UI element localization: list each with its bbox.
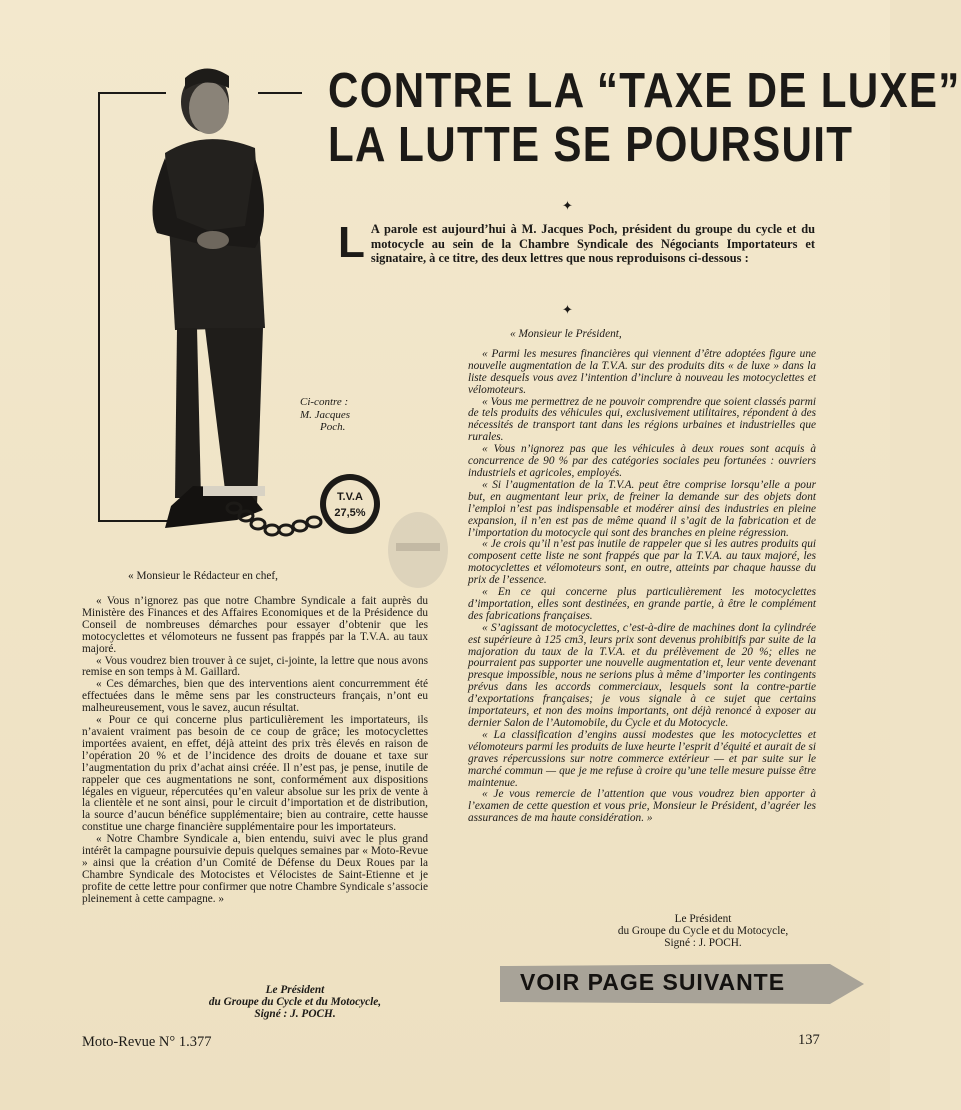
left-signature-line-3: Signé : J. POCH.: [254, 1008, 336, 1020]
headline-line-2: LA LUTTE SE POURSUIT: [328, 118, 854, 172]
caption-line-1: Ci-contre :: [300, 396, 349, 408]
dropcap: L: [338, 218, 365, 267]
tva-ball-label-bottom: 27,5%: [334, 507, 366, 519]
left-letter-paragraph: « Ces démarches, bien que des interventions aient concurremment été effectuées dans le même sens par les constructeurs français, n’ont eu malheureusement, vous le savez, aucun résultat.: [82, 678, 428, 715]
right-letter-signature: [578, 913, 828, 949]
right-letter-paragraph: « Vous n’ignorez pas que les véhicules à deux roues sont acquis à concurrence de 90 % par des catégories sociales peu fortunées : ouvriers industriels et agricoles, employés.: [468, 443, 816, 479]
left-letter-paragraph: « Notre Chambre Syndicale a, bien entendu, suivi avec le plus grand intérêt la campagne poursuivie depuis quelques semaines par « Moto-Revue » ainsi que la création d’un Comité de Défense du Deux Roues par la Chambre Syndicale des Motocistes et Vélocistes de Saint-Etienne et je profite de cette lettre pour confirmer que notre Chambre Syndicale s’associe pleinement à cette campagne. »: [82, 833, 428, 905]
intro-paragraph: [338, 218, 815, 267]
footer-page-number: 137: [798, 1032, 820, 1048]
ornament-diamond-icon: ✦: [562, 199, 573, 214]
left-letter-paragraph: « Pour ce qui concerne plus particulièrement les importateurs, ils n’avaient vraiment pas besoin de ce coup de grâce; les motocyclettes importées avaient, en effet, déjà atteint des prix très élevés en raison de l’opération 20 % et de l’incidence des droits de douane et taxe sur l’augmentation du prix d’achat ainsi créée. Il n’est pas, je pense, inutile de rappeler que ces augmentations ne sont, conformément aux dispositions légales en vigueur, répercutées qu’en valeur absolue sur les prix de vente à la clientèle et ne sont ainsi, pour le circuit d’importation et de distribution, la source d’aucun bénéfice supplémentaire; bien au contraire, cette hausse constitue une charge financière supplémentaire pour les importateurs.: [82, 714, 428, 834]
right-letter-paragraph: « Je crois qu’il n’est pas inutile de rappeler que si les autres produits qui composent cette liste ne sont frappés que par la T.V.A. au taux majoré, les motocyclettes et vélomoteurs sont, en outre, atteints par chaque hausse du prix de l’essence.: [468, 538, 816, 587]
next-page-label[interactable]: VOIR PAGE SUIVANTE: [520, 969, 786, 995]
intro-text: A parole est aujourd’hui à M. Jacques Poch, président du groupe du cycle et du motocycle au sein de la Chambre Syndicale des Négociants Importateurs et signataire, à ce titre, des deux lettres que nous reproduisons ci-dessous :: [370, 222, 815, 266]
left-letter-signature: [170, 984, 420, 1020]
left-signature-line-1: Le Président: [265, 984, 325, 996]
chain: [222, 496, 332, 546]
photo-frame-left: [98, 92, 100, 522]
photo-jacques-poch: [105, 58, 305, 528]
right-signature-line-2: du Groupe du Cycle et du Motocycle,: [617, 925, 789, 937]
right-signature-line-3: Signé : J. POCH.: [664, 937, 742, 949]
footer-magazine-issue: Moto-Revue N° 1.377: [82, 1034, 212, 1050]
ornament-diamond-icon: ✦: [562, 303, 573, 318]
left-letter-paragraph: « Vous n’ignorez pas que notre Chambre Syndicale a fait auprès du Ministère des Finances et des Affaires Economiques et de la Présidence du Conseil de nombreuses démarches pour essayer d’obtenir que les motocyclettes et vélomoteurs ne fussent pas frappés par la T.V.A. au taux majoré.: [82, 595, 428, 655]
right-letter-paragraph: « Parmi les mesures financières qui viennent d’être adoptées figure une nouvelle augmentation de la T.V.A. sur des produits dits « de luxe » dans la liste desquels vous avez l’intention d’inclure à nouveau les motocyclettes et vélomoteurs.: [468, 347, 816, 396]
right-letter-paragraph: « En ce qui concerne plus particulièrement les motocyclettes d’importation, elles sont destinées, en grande partie, à être le complément des fabrications françaises.: [468, 586, 816, 622]
right-signature-line-1: Le Président: [674, 913, 732, 925]
tva-ball: [318, 472, 382, 536]
letter-to-editor: [82, 570, 428, 906]
right-letter-paragraph: « Si l’augmentation de la T.V.A. peut être comprise lorsqu’elle a pour but, en augmentant leur prix, de freiner la demande sur des objets dont l’emploi n’est pas indispensable et modérer ainsi des industries en pleine expansion, il n’en est pas de même quand il s’agit de la fabrication et de l’importation du motocycle qui sont des branches en pleine régression.: [468, 478, 816, 539]
letter-to-president: [468, 329, 816, 825]
tva-ball-label-top: T.V.A: [337, 491, 363, 503]
photo-caption: [300, 396, 380, 434]
headline-line-1: CONTRE LA “TAXE DE LUXE”: [328, 64, 961, 118]
left-letter-salutation: « Monsieur le Rédacteur en chef,: [128, 570, 278, 582]
right-letter-paragraph: « S’agissant de motocyclettes, c’est-à-dire de machines dont la cylindrée est supérieure à 125 cm3, leurs prix sont devenus prohibitifs par suite de la majoration du taux de la T.V.A. et du prélèvement de 20 %; elles ne pourraient pas supporter une nouvelle augmentation et, leur vente devenant presque impossible, nous ne serions plus à même d’importer les contingents prévus dans les accords commerciaux, lesquels sont la contre-partie d’exportations françaises; je vous signale à ce sujet que certains importateurs, et non des moins importants, ont déjà renoncé à exposer au dernier Salon de l’Automobile, du Cycle et du Motocycle.: [468, 621, 816, 729]
left-letter-paragraph: « Vous voudrez bien trouver à ce sujet, ci-jointe, la lettre que nous avons remise en son temps à M. Gaillard.: [82, 654, 428, 679]
right-letter-paragraph: « Vous me permettrez de ne pouvoir comprendre que soient classés parmi de tels produits des véhicules qui, exclusivement utilitaires, répondent à des nécessités de transport tant dans les régions urbaines et industrielles que rurales.: [468, 395, 816, 444]
right-letter-paragraph: « Je vous remercie de l’attention que vous voudrez bien apporter à l’examen de cette question et vous prie, Monsieur le Président, d’agréer les assurances de ma haute considération. »: [468, 788, 816, 825]
right-letter-salutation: « Monsieur le Président,: [510, 328, 622, 340]
left-signature-line-2: du Groupe du Cycle et du Motocycle,: [208, 996, 382, 1008]
caption-line-2: M. Jacques: [300, 408, 351, 421]
right-letter-paragraph: « La classification d’engins aussi modestes que les motocyclettes et vélomoteurs parmi les produits de luxe heurte l’esprit d’équité et aurait de si graves répercussions sur notre commerce extérieur — et par suite sur le marché commun — que je me refuse à croire qu’une telle mesure puisse être maintenue.: [468, 728, 816, 789]
caption-line-3: Poch.: [320, 421, 346, 433]
